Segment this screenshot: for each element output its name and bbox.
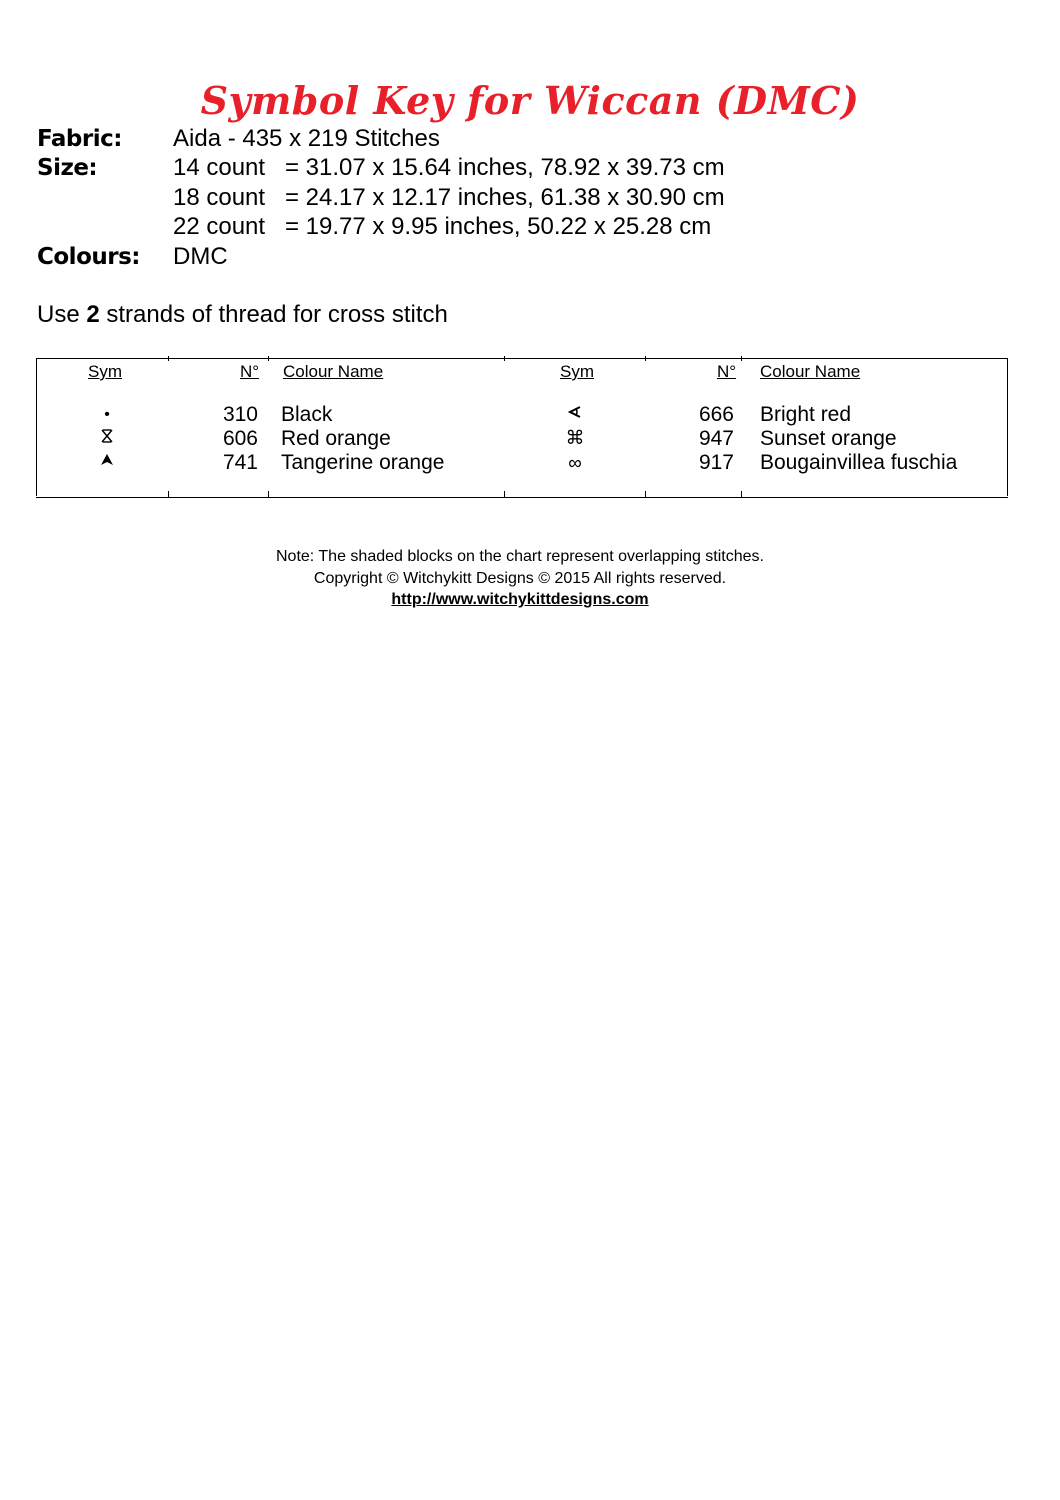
infinity-symbol-icon: ∞ [568,453,582,474]
fabric-row [37,124,725,154]
header-colour-name: Colour Name [760,362,861,381]
table-cell-num: 917 [698,451,734,474]
table-cell-name: Black [281,403,333,426]
size-count: 18 count [173,183,266,211]
table-border-right [1007,358,1008,496]
size-row [37,213,725,243]
strands-suffix: strands of thread for cross stitch [106,301,448,328]
header-sym: Sym [88,362,122,381]
website-link[interactable]: http://www.witchykittdesigns.com [391,591,649,608]
strands-count: 2 [86,301,100,328]
footer-link-wrapper [0,591,1040,609]
strands-instruction [37,301,448,329]
arrowhead-symbol-icon [100,453,114,467]
table-divider [741,356,742,361]
size-value [173,184,725,212]
pattern-info [37,124,725,272]
size-row [37,154,725,184]
angle-symbol-icon [555,403,595,427]
page-title: Symbol Key for Wiccan (DMC) [200,78,860,123]
table-divider [645,491,646,497]
size-dims: = 24.17 x 12.17 inches, 61.38 x 30.90 cm [285,183,725,211]
table-divider [504,356,505,361]
fabric-value: Aida - 435 x 219 Stitches [173,124,440,152]
dot-symbol-icon: • [104,406,110,423]
table-cell-num: 310 [222,403,258,426]
table-cell-num: 741 [222,451,258,474]
table-cell-name: Red orange [281,427,391,450]
footer-copyright: Copyright © Witchykitt Designs © 2015 All rights reserved. [313,570,727,587]
table-cell-name: Bright red [760,403,852,426]
cross-symbol-icon [99,429,115,443]
colours-row [37,242,725,272]
size-dims: = 19.77 x 9.95 inches, 50.22 x 25.28 cm [285,213,712,241]
table-cell-name: Sunset orange [760,427,897,450]
strands-prefix: Use [37,301,80,328]
size-row [37,183,725,213]
table-divider [168,491,169,497]
colours-label: Colours: [37,243,140,270]
footer-note: Note: The shaded blocks on the chart represent overlapping stitches. [276,548,764,565]
table-divider [504,491,505,497]
fabric-label: Fabric: [37,125,122,152]
cross-symbol-icon [87,427,127,451]
size-count: 22 count [173,213,266,241]
table-divider [268,356,269,361]
table-cell-num: 666 [698,403,734,426]
size-value [173,213,711,241]
command-symbol-icon: ⌘ [565,428,585,449]
table-cell-num: 606 [222,427,258,450]
size-dims: = 31.07 x 15.64 inches, 78.92 x 39.73 cm [285,154,725,182]
arrowhead-symbol-icon [87,451,127,475]
colours-value: DMC [173,242,228,270]
size-value [173,154,725,182]
header-colour-name: Colour Name [283,362,384,381]
table-cell-num: 947 [698,427,734,450]
header-sym: Sym [560,362,594,381]
table-border-left [36,358,37,496]
table-divider [268,491,269,497]
header-num: N° [240,362,260,381]
table-cell-name: Tangerine orange [281,451,445,474]
table-cell-name: Bougainvillea fuschia [760,451,958,474]
size-label: Size: [37,155,98,182]
size-count: 14 count [173,154,266,182]
table-divider [168,356,169,361]
table-divider [645,356,646,361]
header-num: N° [717,362,737,381]
table-divider [741,491,742,497]
angle-symbol-icon [568,405,582,419]
